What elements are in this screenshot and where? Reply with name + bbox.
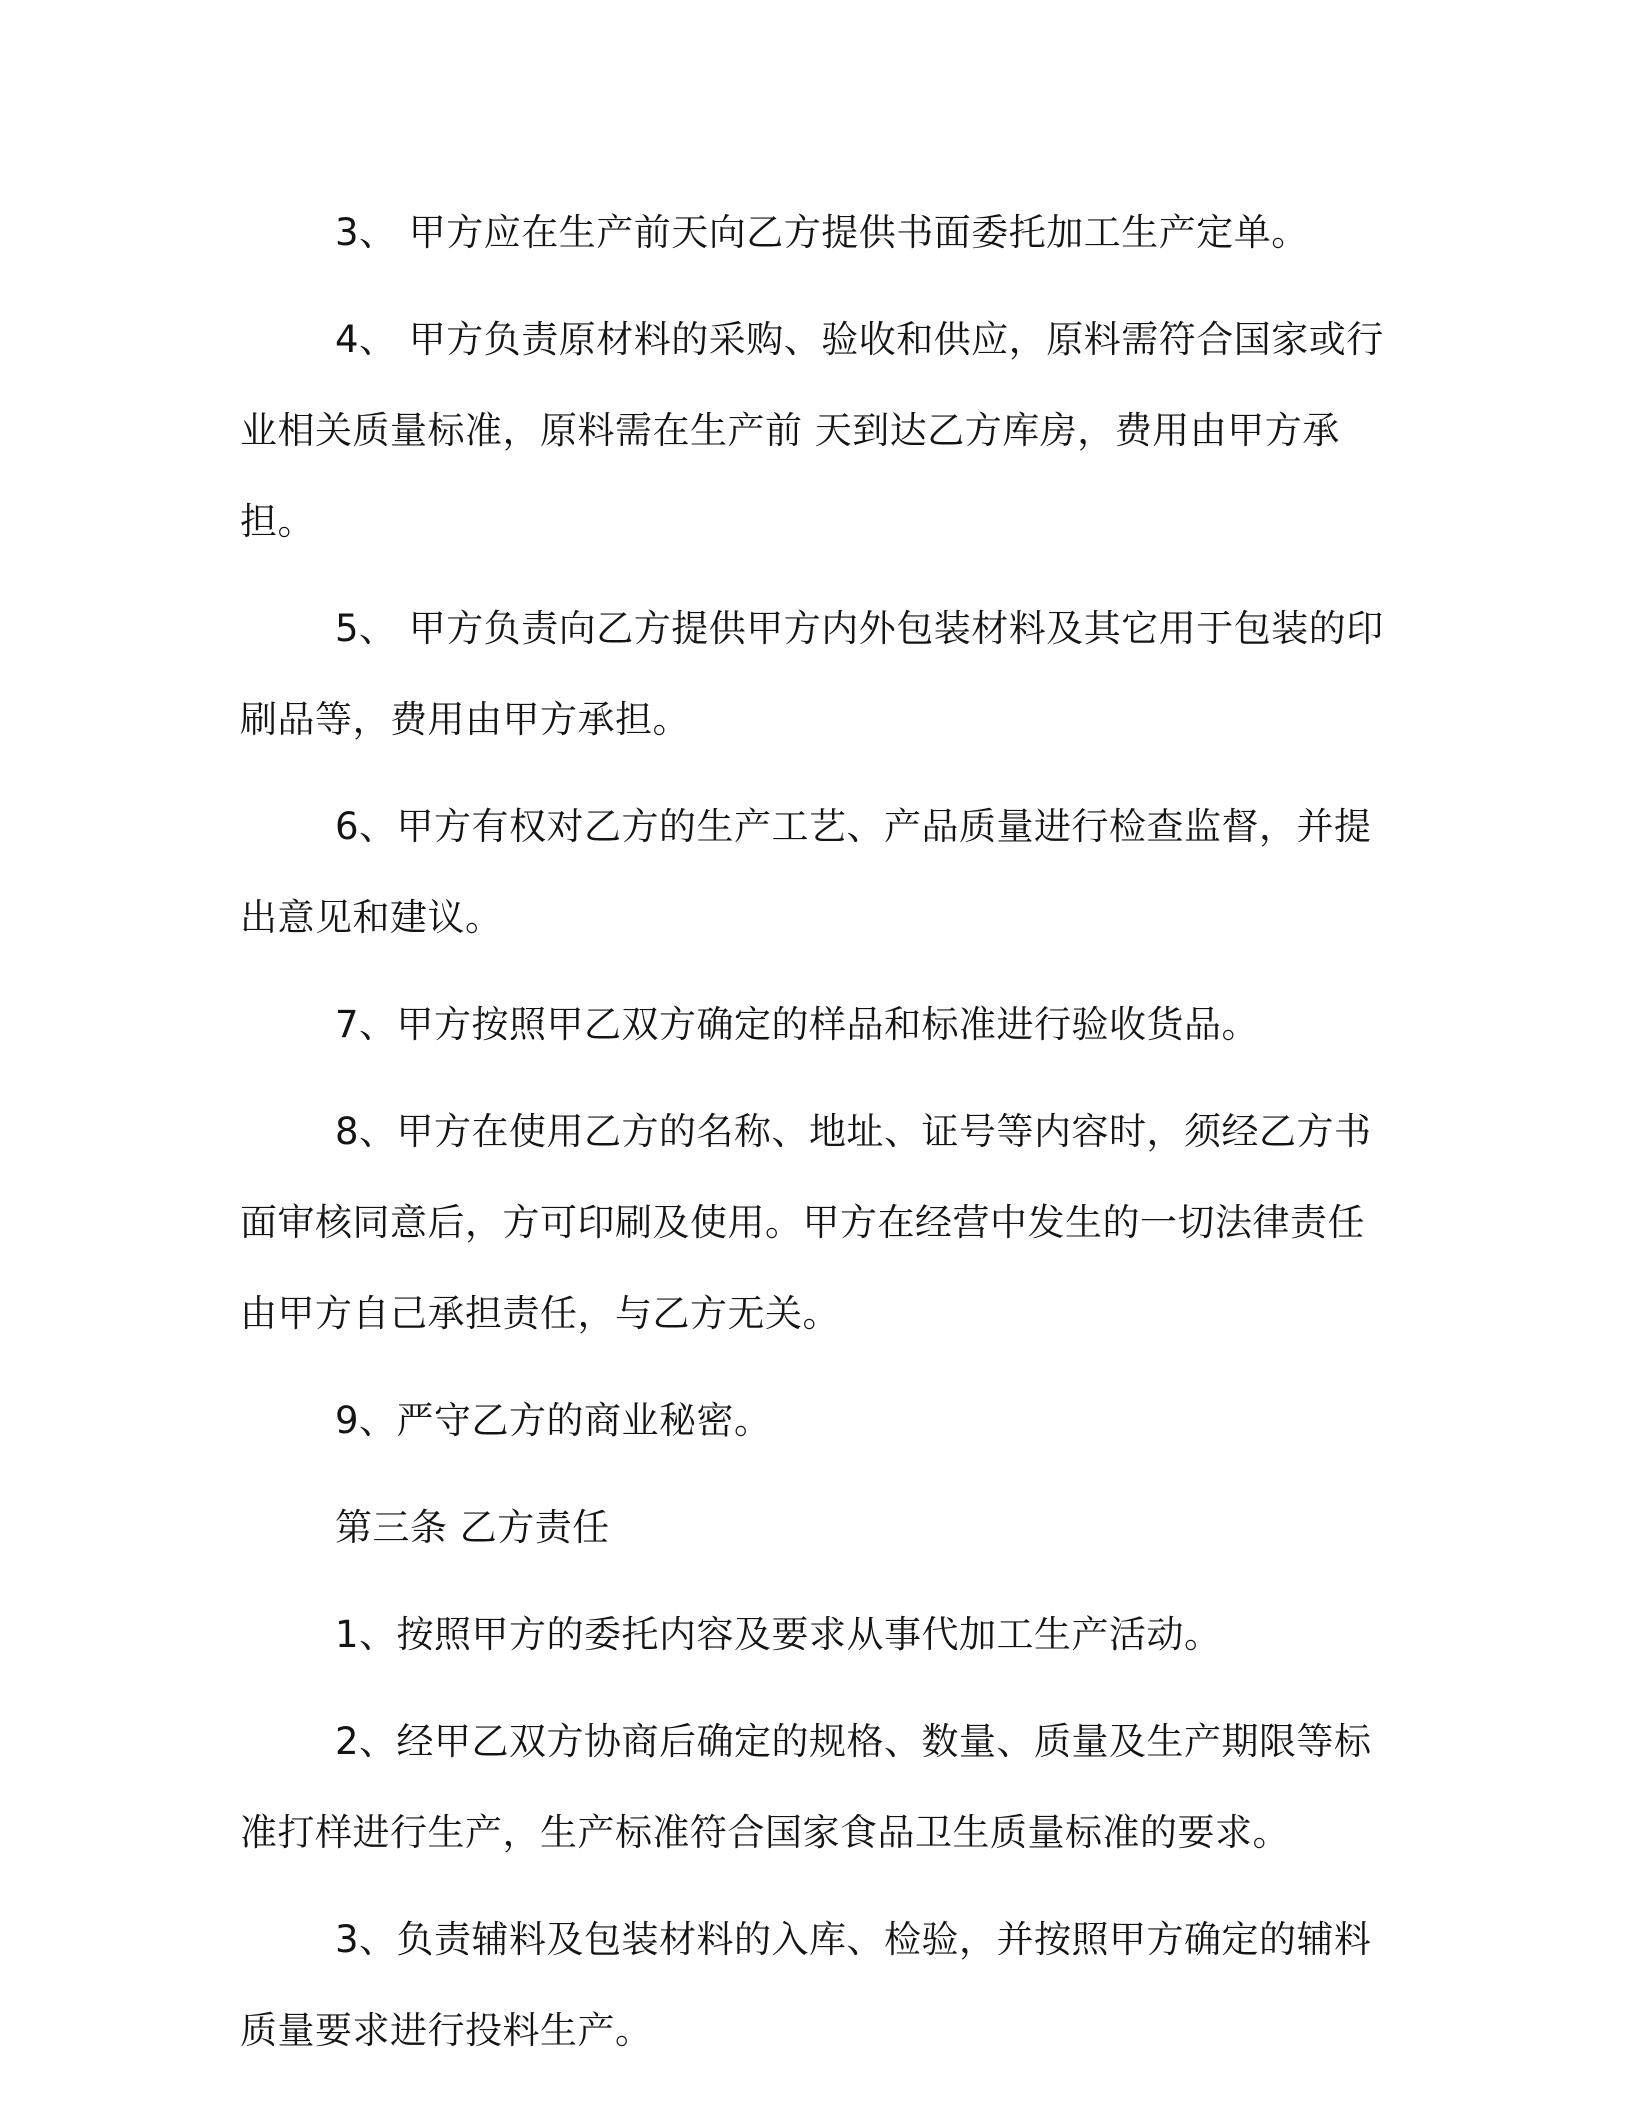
paragraph-party-b-3: 3、负责辅料及包装材料的入库、检验，并按照甲方确定的辅料质量要求进行投料生产。	[240, 1918, 1372, 2052]
paragraph-party-a-6: 6、甲方有权对乙方的生产工艺、产品质量进行检查监督，并提出意见和建议。	[240, 805, 1372, 939]
paragraph-party-a-4: 4、 甲方负责原材料的采购、验收和供应，原料需符合国家或行业相关质量标准，原料需在生产前 天到达乙方库房，费用由甲方承担。	[240, 318, 1384, 543]
paragraph-party-a-9: 9、严守乙方的商业秘密。	[335, 1399, 772, 1442]
paragraph-party-a-5: 5、 甲方负责向乙方提供甲方内外包装材料及其它用于包装的印刷品等，费用由甲方承担。	[240, 607, 1384, 741]
paragraph-party-b-2: 2、经甲乙双方协商后确定的规格、数量、质量及生产期限等标准打样进行生产，生产标准符合国家食品卫生质量标准的要求。	[240, 1720, 1372, 1854]
paragraph-party-b-1: 1、按照甲方的委托内容及要求从事代加工生产活动。	[335, 1613, 1222, 1656]
section-heading-article-3: 第三条 乙方责任	[335, 1506, 610, 1549]
paragraph-party-a-8: 8、甲方在使用乙方的名称、地址、证号等内容时，须经乙方书面审核同意后，方可印刷及使用。甲方在经营中发生的一切法律责任由甲方自己承担责任，与乙方无关。	[240, 1110, 1372, 1335]
paragraph-party-a-3: 3、 甲方应在生产前天向乙方提供书面委托加工生产定单。	[335, 211, 1309, 254]
paragraph-party-a-7: 7、甲方按照甲乙双方确定的样品和标准进行验收货品。	[335, 1003, 1260, 1046]
document-body	[240, 187, 1390, 2092]
